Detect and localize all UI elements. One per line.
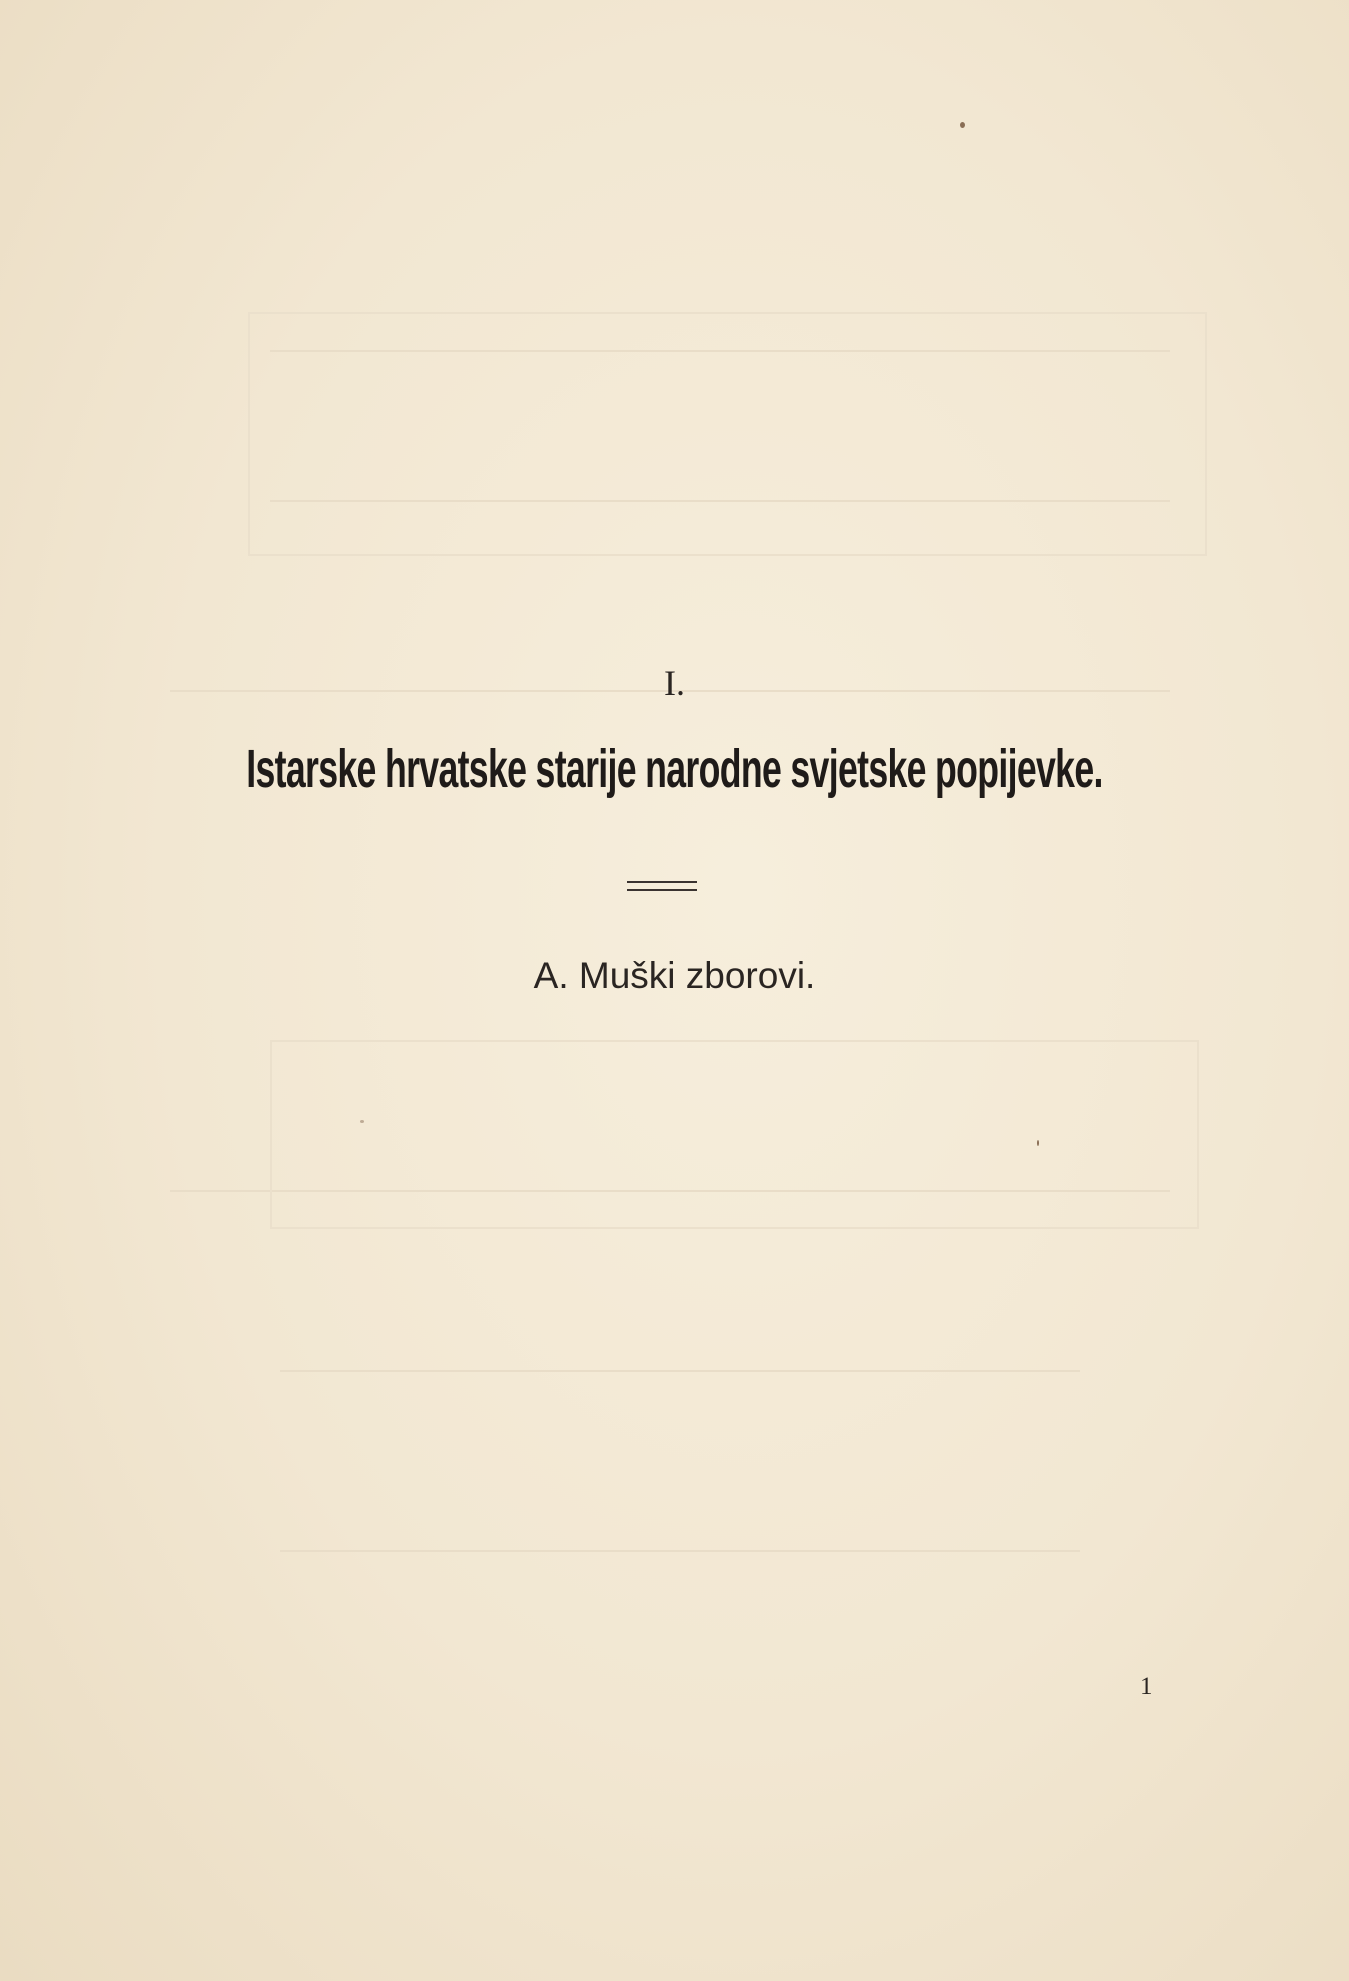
bleed-through-staff-line	[270, 350, 1170, 352]
page-title: Istarske hrvatske starije narodne svjetske popijevke.	[246, 739, 1103, 799]
bleed-through-staff-line	[270, 500, 1170, 502]
paper-fleck	[360, 1120, 364, 1123]
section-subtitle: A. Muški zborovi.	[533, 955, 816, 996]
section-numeral: I.	[664, 663, 685, 703]
bleed-through-text-line	[280, 1370, 1080, 1372]
page-number: 1	[1140, 1673, 1153, 1700]
double-rule-divider	[627, 881, 697, 891]
paper-fleck	[1037, 1140, 1039, 1146]
paper-fleck	[960, 122, 965, 128]
bleed-through-text-line	[280, 1550, 1080, 1552]
bleed-through-staff-box	[248, 312, 1207, 556]
bleed-through-staff-box	[270, 1040, 1199, 1229]
